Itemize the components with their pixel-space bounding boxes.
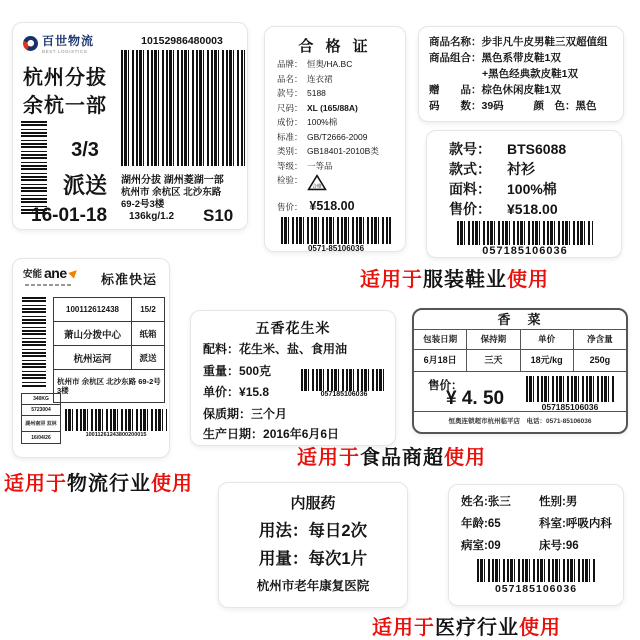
- barcode: [65, 409, 167, 431]
- certificate-title: 合 格 证: [298, 38, 372, 55]
- col-header: 单价: [521, 330, 573, 350]
- shirt-row: [449, 179, 566, 199]
- price-row: 单价：¥15.8: [203, 385, 270, 399]
- field-label: 标准：: [277, 131, 303, 142]
- route-text: 湖州分拔 湖州菱湖一部: [121, 175, 224, 186]
- field-value: BTS6088: [507, 141, 567, 157]
- cert-row: [277, 102, 399, 117]
- patient-row: 病室:09 床号:96: [461, 540, 579, 552]
- field-value: +黑色经典款皮鞋1双: [482, 68, 578, 80]
- field-value: ¥518.00: [507, 201, 558, 217]
- field-label: 品牌：: [277, 59, 303, 69]
- product-title: 五香花生米: [255, 320, 331, 336]
- weight-text: 136kg/1.2: [129, 211, 175, 222]
- field-label: 款号：: [449, 141, 491, 157]
- field-value: 连衣裙: [307, 73, 333, 84]
- caption-food: 适用于食品商超使用: [297, 447, 486, 469]
- shirt-label: [426, 130, 622, 258]
- field-label: 商品名称：: [429, 36, 482, 48]
- peanut-label: [190, 310, 396, 446]
- field-label: 尺码：: [277, 102, 303, 113]
- brand-name: 安能: [23, 269, 43, 280]
- barcode-number: 057185106036: [494, 583, 578, 595]
- cert-row: [277, 145, 399, 160]
- barcode-number: 057185106036: [320, 391, 368, 398]
- cert-row: [277, 116, 399, 131]
- combo-row: [429, 98, 613, 114]
- field-value: 5188: [307, 88, 326, 98]
- price-label: 售价：: [428, 380, 463, 392]
- sort-code: S10: [203, 206, 234, 225]
- brand-name-en: ane: [44, 265, 67, 281]
- side-barcode: [21, 121, 47, 215]
- size-value: 39码: [481, 100, 504, 112]
- hub-line2: 余杭一部: [23, 95, 107, 117]
- table-row: 100112612438 15/2: [54, 298, 164, 322]
- caption-apparel: 适用于服装鞋业使用: [360, 269, 549, 291]
- manifest-table: 340KG 5723004 湖州南浔 双林 16/04/26: [21, 393, 61, 444]
- combo-row: [429, 34, 613, 50]
- routing-table: [53, 297, 165, 403]
- col-value: 250g: [589, 355, 611, 365]
- field-label: 面料：: [449, 181, 491, 197]
- field-label: 类别：: [277, 146, 303, 156]
- hub-line1: 杭州分拔: [23, 67, 107, 89]
- medicine-title: 内服药: [290, 495, 336, 512]
- patient-row: 年龄:65 科室:呼吸内科: [461, 518, 612, 530]
- barcode: [301, 369, 387, 391]
- brand-name: 百世物流: [42, 34, 95, 48]
- ship-date: 16-01-18: [31, 205, 108, 226]
- col-header: 净含量: [574, 330, 626, 350]
- caption-logistics: 适用于物流行业使用: [4, 473, 193, 495]
- anneng-label: [12, 258, 170, 458]
- shirt-row: [449, 159, 566, 179]
- side-barcode: [22, 297, 46, 387]
- usage-text: 用法：每日2次: [258, 522, 368, 540]
- combo-row: [429, 50, 613, 66]
- field-value: 黑色系带皮鞋1双: [481, 52, 561, 64]
- field-label: 品名：: [277, 73, 303, 84]
- barcode: [121, 50, 245, 166]
- barcode: [281, 217, 391, 244]
- info-table: [414, 330, 626, 372]
- field-label: 款式：: [449, 161, 491, 177]
- barcode-number: 0571-85106036: [307, 244, 365, 253]
- medicine-label: [218, 482, 408, 608]
- shirt-row: [449, 139, 566, 159]
- svg-text:合格: 合格: [312, 183, 322, 189]
- shirt-row: [449, 199, 566, 219]
- combo-label: [418, 26, 624, 122]
- field-value: 一等品: [307, 160, 333, 171]
- best-logistics-icon: [23, 36, 38, 51]
- hospital-name: 杭州市老年康复医院: [256, 579, 370, 593]
- cert-row: [277, 160, 399, 175]
- price-value: ¥518.00: [309, 199, 355, 213]
- field-label: 成份：: [277, 117, 303, 127]
- barcode: [526, 376, 614, 402]
- barcode-number: 057185106036: [541, 402, 599, 412]
- production-date-row: 生产日期：2016年6月6日: [203, 427, 340, 441]
- field-value: 步非凡牛皮男鞋三双超值组: [481, 36, 608, 48]
- dispatch-text: 派送: [62, 173, 107, 198]
- field-value: GB18401-2010B类: [307, 146, 379, 156]
- col-value: 6月18日: [423, 355, 457, 365]
- col-value: 三天: [484, 355, 503, 365]
- field-label: 等级：: [277, 160, 303, 171]
- price-value: ¥ 4. 50: [446, 388, 505, 409]
- address-line1: 杭州市 余杭区 北沙东路: [121, 187, 222, 198]
- col-header: 包装日期: [414, 330, 466, 350]
- weight-row: 重量：500克: [203, 364, 272, 378]
- col-value: 18元/kg: [530, 355, 563, 365]
- produce-label: [412, 308, 628, 434]
- cert-row: [277, 131, 399, 146]
- barcode-number: 057185106036: [482, 245, 568, 257]
- shipping-label: [12, 22, 248, 230]
- ane-arrow-icon: [68, 267, 79, 278]
- field-value: 衬衫: [507, 161, 535, 177]
- field-label: 售价：: [449, 201, 491, 217]
- price-label: 售价：: [277, 202, 303, 212]
- cert-row: [277, 73, 399, 88]
- ane-slogan-placeholder: [25, 284, 71, 286]
- combo-row: [429, 66, 613, 82]
- color-label: 颜 色：: [533, 100, 576, 112]
- dosage-text: 用量：每次1片: [258, 550, 368, 568]
- service-title: 标准快运: [100, 272, 157, 287]
- barcode: [477, 559, 595, 582]
- col-header: 保持期: [467, 330, 519, 350]
- field-value: 100%棉: [507, 181, 557, 197]
- color-value: 黑色: [575, 100, 597, 112]
- store-footer: 恒奥连锁超市杭州临平店 电话：0571-85106036: [414, 411, 626, 432]
- field-value: XL (165/88A): [307, 102, 358, 113]
- cert-row: [277, 58, 399, 73]
- certificate-label: [264, 26, 406, 252]
- field-label: 赠 品：: [429, 84, 482, 96]
- field-value: 棕色休闲皮鞋1双: [481, 84, 561, 96]
- inspection-label: 检验：: [277, 175, 303, 185]
- barcode: [457, 221, 593, 245]
- field-value: GB/T2666-2009: [307, 131, 368, 142]
- barcode-number: 10011261243800200015: [85, 432, 147, 438]
- combo-row: [429, 82, 613, 98]
- cert-row: [277, 87, 399, 102]
- caption-medical: 适用于医疗行业使用: [372, 617, 561, 639]
- address-line2: 69-2号3楼: [121, 198, 165, 210]
- size-label: 码 数：: [429, 100, 482, 112]
- barcode-number: 10152986480003: [141, 35, 223, 47]
- best-logistics-logo: [23, 32, 94, 54]
- shelf-life-row: 保质期：三个月: [203, 407, 288, 421]
- table-row: 萧山分拨中心 纸箱: [54, 322, 164, 346]
- ingredients-row: 配料：花生米、盐、食用油: [203, 342, 348, 356]
- batch-number: 3/3: [71, 139, 99, 161]
- field-label: 商品组合：: [429, 52, 482, 64]
- patient-label: [448, 484, 624, 606]
- field-value: 100%棉: [307, 117, 338, 127]
- field-value: 恒奥/HA.BC: [307, 59, 353, 69]
- field-label: 款号：: [277, 88, 303, 98]
- inspection-seal-icon: [307, 174, 327, 191]
- table-row-address: 杭州市 余杭区 北沙东路 69-2号3楼: [57, 377, 161, 395]
- anneng-logo: [23, 265, 78, 281]
- table-row: 杭州运河 派送: [54, 346, 164, 370]
- patient-row: 姓名:张三 性别:男: [461, 496, 578, 508]
- brand-name-en: BEST LOGISTICS: [42, 49, 88, 54]
- product-title: 香 菜: [414, 310, 626, 330]
